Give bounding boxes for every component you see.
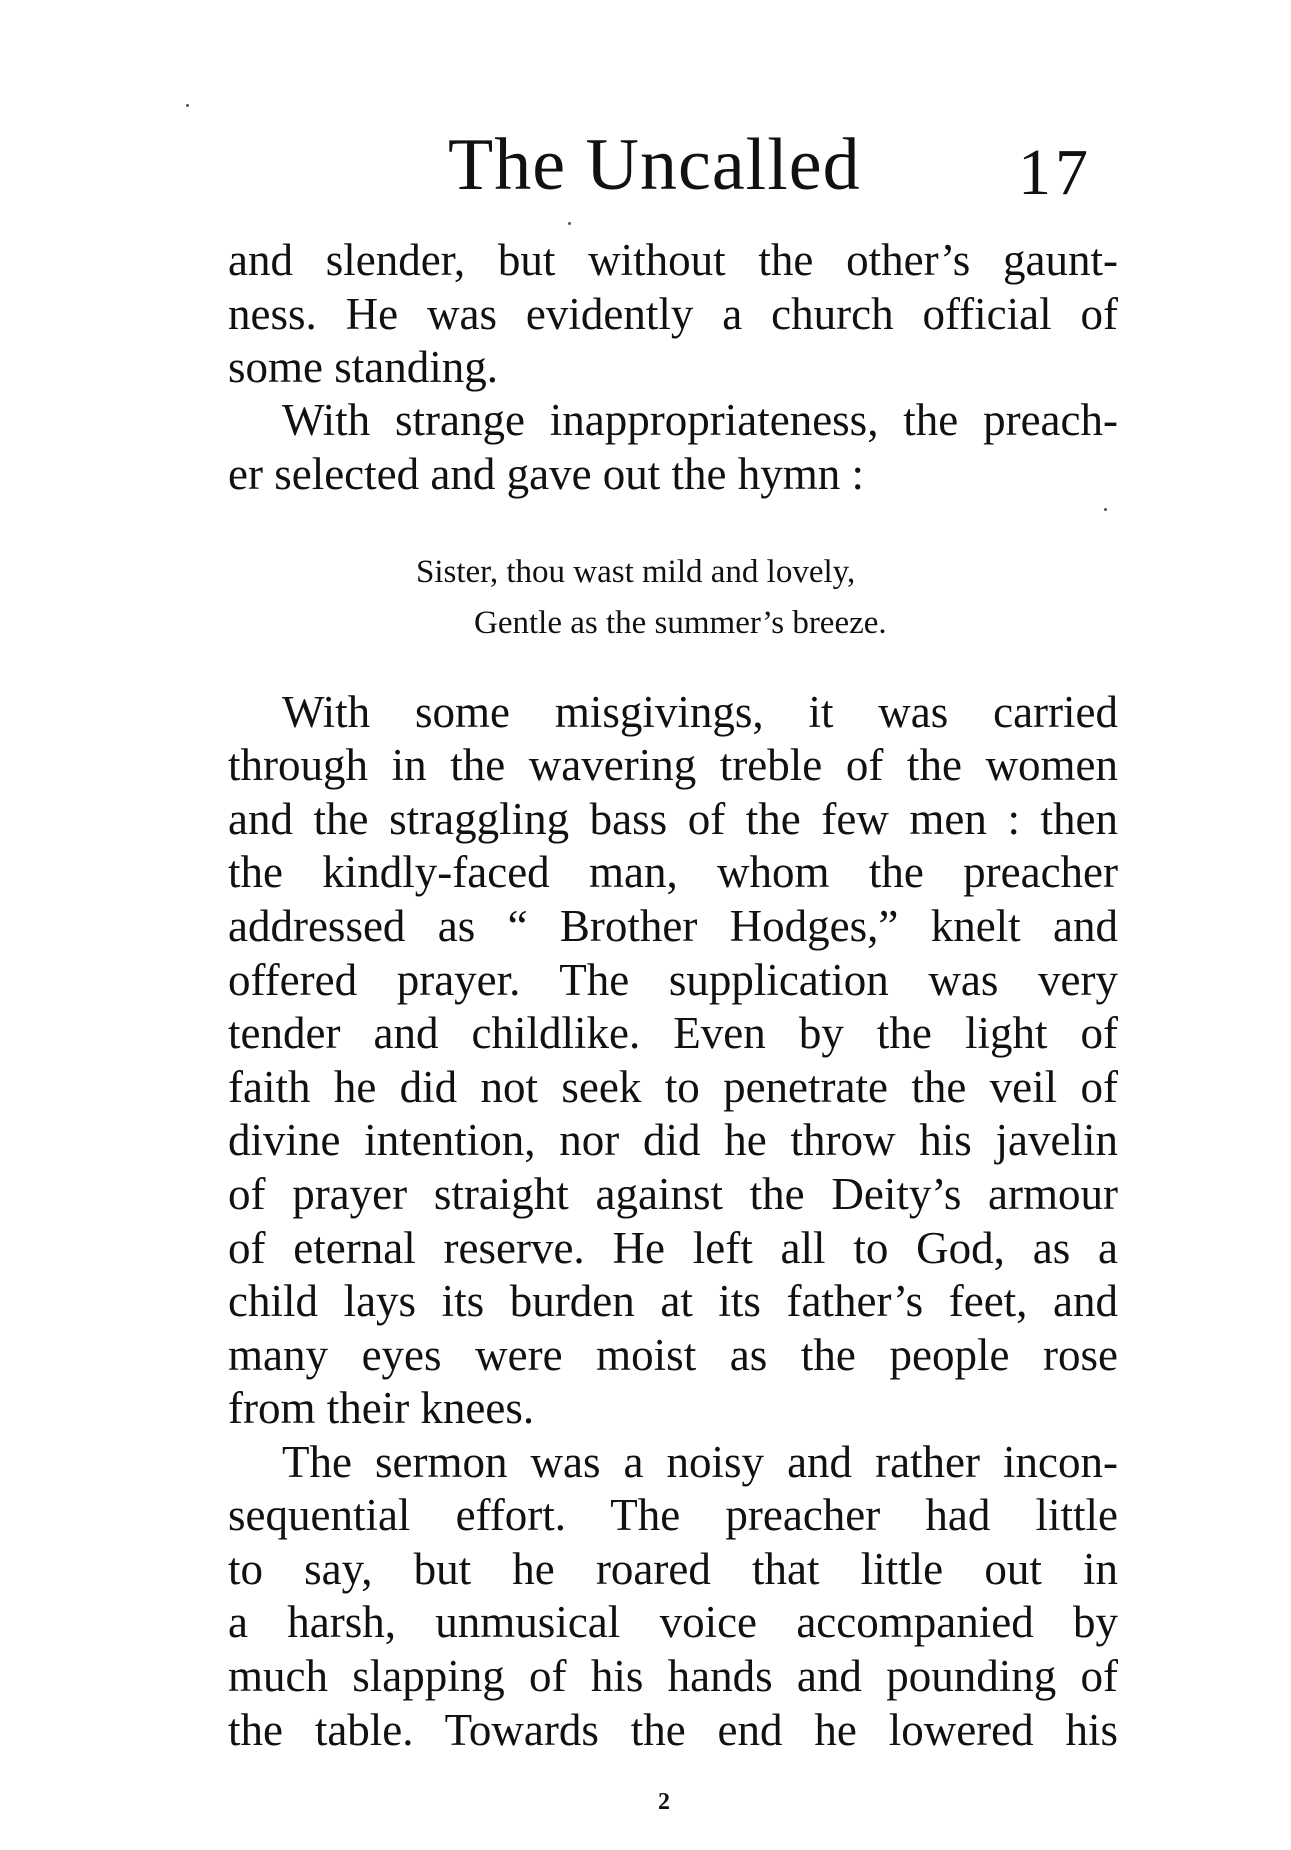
- text-line: from their knees.: [228, 1383, 535, 1433]
- text-line: a harsh, unmusical voice accompanied by: [228, 1597, 1118, 1647]
- text-line: many eyes were moist as the people rose: [228, 1330, 1118, 1380]
- hymn-line: Gentle as the summer’s breeze.: [474, 605, 887, 641]
- text-line: the kindly-faced man, whom the preacher: [228, 847, 1118, 897]
- text-line: and slender, but without the other’s gaunt-: [228, 235, 1118, 285]
- scan-speck: [186, 104, 189, 107]
- text-line: With some misgivings, it was carried: [282, 687, 1118, 737]
- text-line: ness. He was evidently a church official of: [228, 289, 1118, 339]
- text-line: addressed as “ Brother Hodges,” knelt and: [228, 901, 1118, 951]
- text-line: to say, but he roared that little out in: [228, 1544, 1118, 1594]
- scan-speck: [568, 222, 571, 225]
- signature-mark: 2: [658, 1789, 670, 1815]
- text-line: tender and childlike. Even by the light of: [228, 1008, 1118, 1058]
- text-line: some standing.: [228, 342, 498, 392]
- text-line: of prayer straight against the Deity’s armour: [228, 1169, 1118, 1219]
- text-line: er selected and gave out the hymn :: [228, 449, 865, 499]
- text-line: much slapping of his hands and pounding of: [228, 1651, 1118, 1701]
- scan-speck: [1104, 508, 1107, 511]
- text-line: child lays its burden at its father’s feet, and: [228, 1276, 1118, 1326]
- page-number: 17: [1018, 136, 1092, 209]
- text-line: offered prayer. The supplication was very: [228, 955, 1118, 1005]
- text-line: The sermon was a noisy and rather incon-: [282, 1437, 1118, 1487]
- text-line: With strange inappropriateness, the preach-: [282, 395, 1118, 445]
- text-line: divine intention, nor did he throw his javelin: [228, 1115, 1118, 1165]
- hymn-line: Sister, thou wast mild and lovely,: [416, 554, 856, 590]
- text-line: sequential effort. The preacher had little: [228, 1490, 1118, 1540]
- text-line: faith he did not seek to penetrate the veil of: [228, 1062, 1118, 1112]
- text-line: of eternal reserve. He left all to God, as a: [228, 1223, 1118, 1273]
- text-line: the table. Towards the end he lowered his: [228, 1705, 1118, 1755]
- text-line: through in the wavering treble of the women: [228, 740, 1118, 790]
- text-line: and the straggling bass of the few men : then: [228, 794, 1118, 844]
- running-title: The Uncalled: [448, 124, 861, 206]
